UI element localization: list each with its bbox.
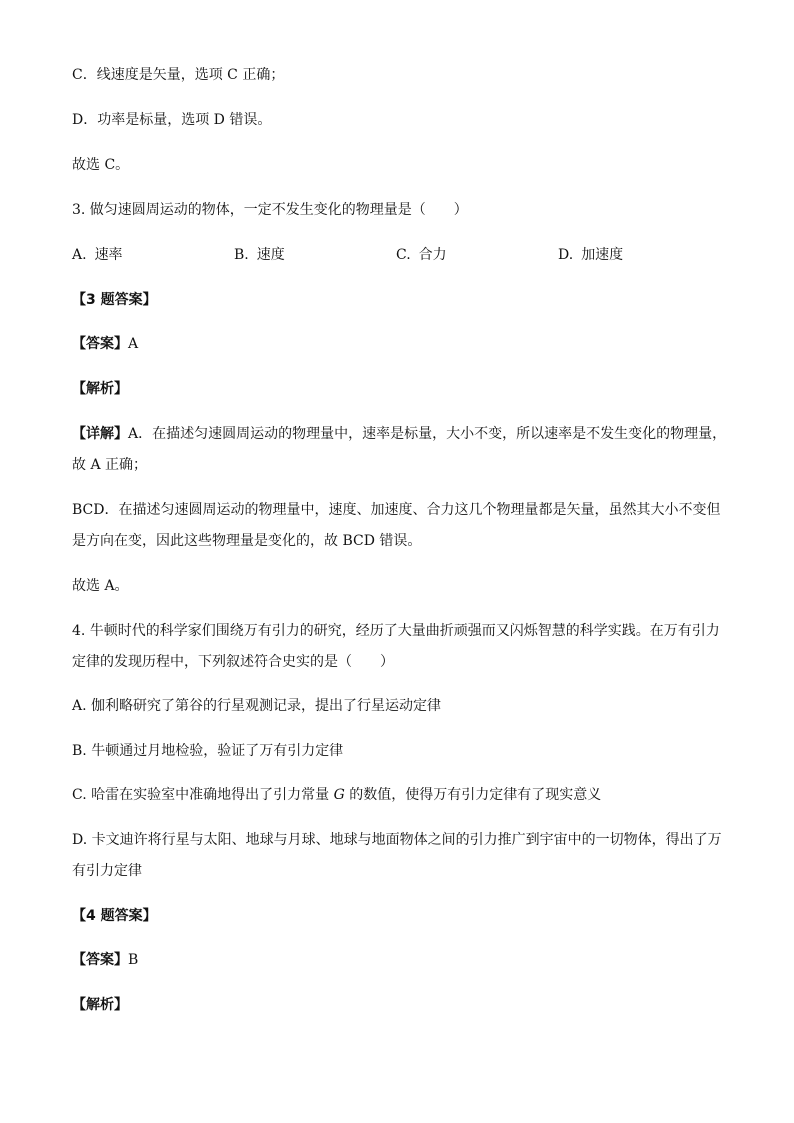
- q4-option-c-post: 的数值，使得万有引力定律有了现实意义: [344, 787, 602, 803]
- q4-option-b: B. 牛顿通过月地检验，验证了万有引力定律: [72, 743, 344, 759]
- q3-stem: 3. 做匀速圆周运动的物体，一定不发生变化的物理量是（ ）: [72, 202, 468, 218]
- q4-option-c-variable: G: [333, 787, 345, 803]
- q3-option-a-key: A.: [72, 247, 87, 263]
- q4-option-c-pre: C. 哈雷在实验室中准确地得出了引力常量: [72, 787, 334, 803]
- prev-option-d-explanation: D．功率是标量，选项 D 错误。: [72, 112, 272, 128]
- q4-stem-line-2: 定律的发现历程中，下列叙述符合史实的是（ ）: [72, 654, 394, 670]
- q3-option-d-key: D.: [558, 247, 574, 263]
- prev-conclusion: 故选 C。: [72, 157, 130, 173]
- q4-answer-label: 【答案】: [72, 952, 128, 968]
- q3-answer-block-title: 【3 题答案】: [72, 292, 157, 308]
- q3-detail-text-1: A．在描述匀速圆周运动的物理量中，速率是标量，大小不变，所以速率是不发生变化的物理量，: [128, 426, 727, 442]
- prev-option-c-explanation: C．线速度是矢量，选项 C 正确；: [72, 67, 285, 83]
- q3-detail-line-2: 故 A 正确；: [72, 457, 148, 473]
- q3-answer-label: 【答案】: [72, 336, 128, 352]
- q3-detail-line-1: [72, 425, 726, 443]
- q4-analysis-title: 【解析】: [72, 997, 128, 1013]
- q3-option-a-text: 速率: [94, 247, 123, 263]
- q4-answer-value: B: [128, 952, 139, 968]
- q4-answer: [72, 951, 138, 969]
- q3-conclusion: 故选 A。: [72, 578, 129, 594]
- q3-option-d: [558, 246, 623, 264]
- q3-option-c-text: 合力: [418, 247, 447, 263]
- q3-option-c: [396, 246, 447, 264]
- q3-option-c-key: C.: [396, 247, 411, 263]
- q3-option-a: [72, 246, 123, 264]
- q3-option-d-text: 加速度: [581, 247, 624, 263]
- q3-detail-label: 【详解】: [72, 426, 128, 442]
- q3-option-b-key: B.: [234, 247, 249, 263]
- q4-answer-block-title: 【4 题答案】: [72, 908, 157, 924]
- q3-options: [72, 246, 712, 266]
- q4-option-a: A. 伽利略研究了第谷的行星观测记录，提出了行星运动定律: [72, 698, 442, 714]
- q3-option-b: [234, 246, 285, 264]
- q4-option-d-line-1: D. 卡文迪许将行星与太阳、地球与月球、地球与地面物体之间的引力推广到宇宙中的一切物体，得出了万: [72, 832, 722, 848]
- q4-stem-line-1: 4. 牛顿时代的科学家们围绕万有引力的研究，经历了大量曲折顽强而又闪烁智慧的科学实践。在万有引力: [72, 623, 720, 639]
- q3-option-b-text: 速度: [256, 247, 285, 263]
- q3-answer: [72, 335, 138, 353]
- q3-bcd-line-1: BCD．在描述匀速圆周运动的物理量中，速度、加速度、合力这几个物理量都是矢量，虽然其大小不变但: [72, 502, 721, 518]
- q4-option-c: [72, 786, 601, 804]
- q4-option-d-line-2: 有引力定律: [72, 863, 142, 879]
- q3-answer-value: A: [128, 336, 139, 352]
- q3-bcd-line-2: 是方向在变，因此这些物理量是变化的，故 BCD 错误。: [72, 533, 422, 549]
- q3-analysis-title: 【解析】: [72, 381, 128, 397]
